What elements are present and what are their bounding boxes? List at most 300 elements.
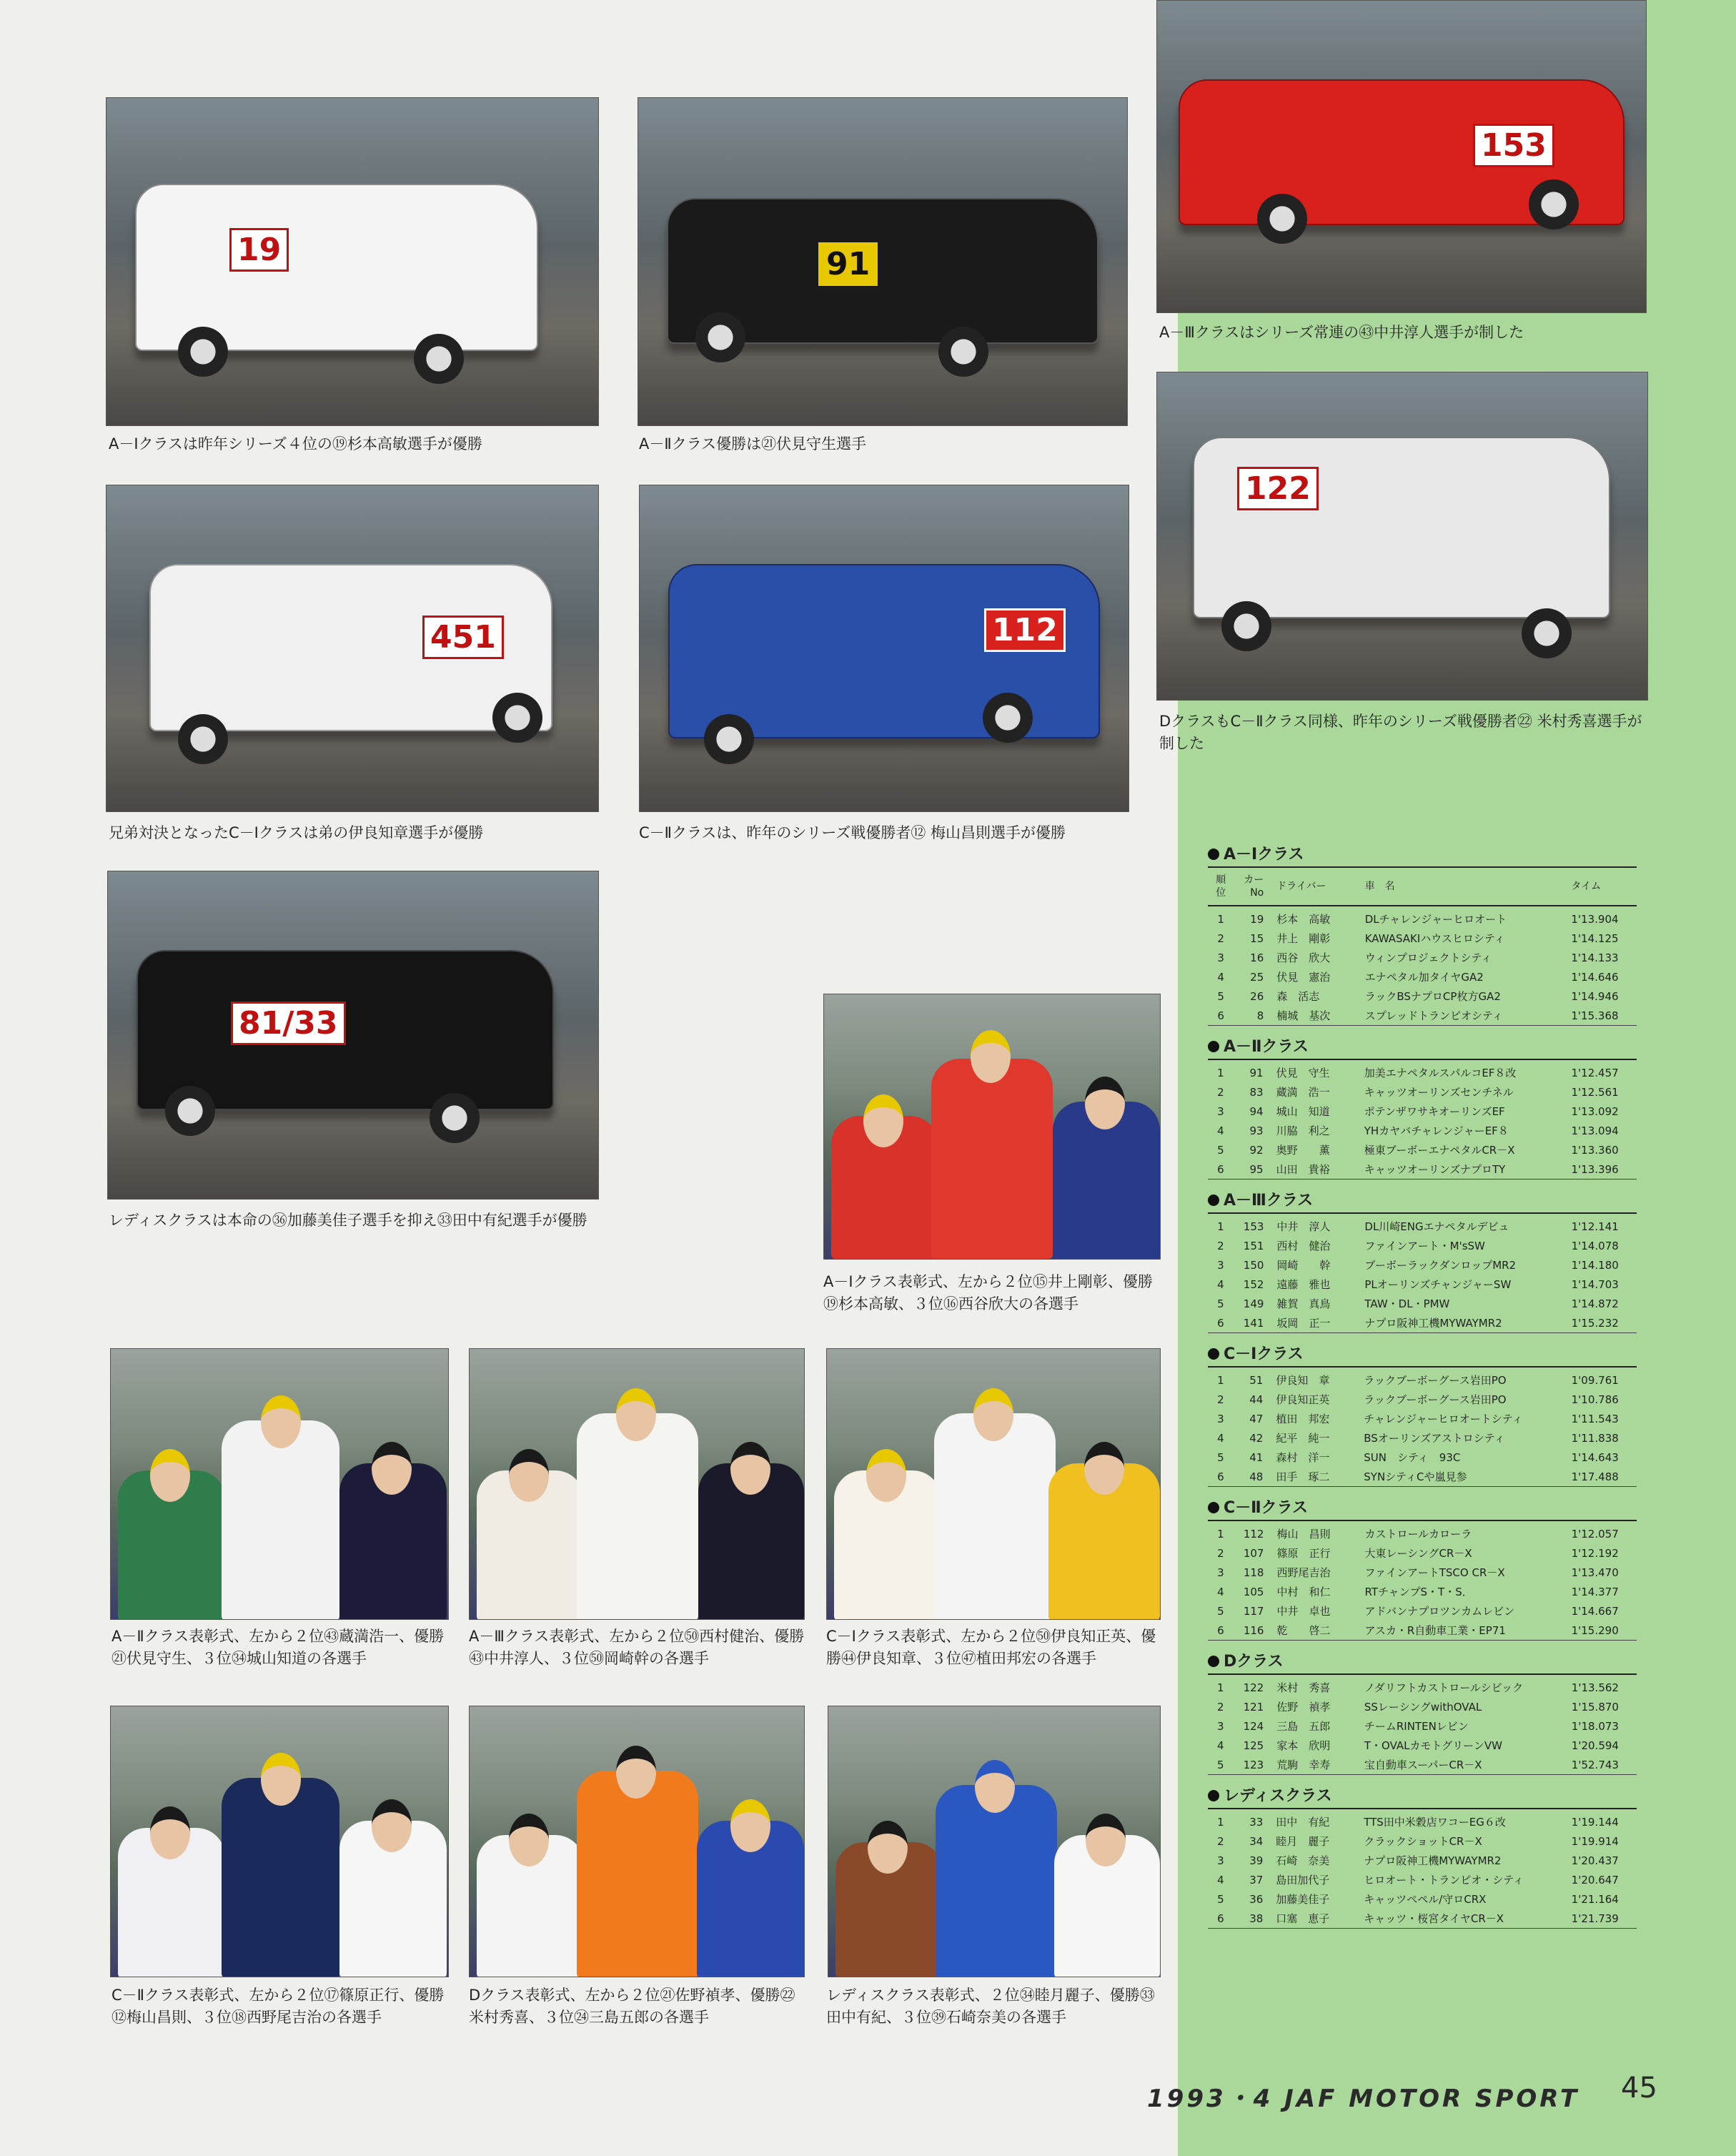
- driver-cell: 口塞 恵子: [1276, 1912, 1330, 1925]
- class-title: A－Ⅱクラス: [1224, 1038, 1309, 1056]
- driver-head: [616, 1388, 656, 1441]
- table-row: [1208, 1409, 1637, 1428]
- photo-a1-car: [106, 97, 599, 426]
- podium-photo-a3: [469, 1348, 805, 1620]
- table-row: [1208, 1428, 1637, 1448]
- driver-cell: 石崎 奈美: [1276, 1854, 1330, 1867]
- car-number-cell: 47: [1249, 1412, 1264, 1425]
- position-cell: 2: [1217, 1546, 1224, 1560]
- lap-time-cell: 1'21.739: [1571, 1912, 1619, 1925]
- car-white: [149, 564, 552, 731]
- lap-time-cell: 1'13.904: [1571, 912, 1619, 926]
- car-name-cell: 大東レーシングCR－X: [1364, 1547, 1472, 1560]
- lap-time-cell: 1'14.078: [1571, 1239, 1619, 1252]
- table-row: [1208, 1159, 1637, 1180]
- lap-time-cell: 1'13.094: [1571, 1124, 1619, 1137]
- header-car: 車 名: [1362, 867, 1569, 906]
- table-row: [1208, 1831, 1637, 1851]
- car-number-cell: 51: [1249, 1373, 1264, 1387]
- table-row: [1208, 1082, 1637, 1102]
- car-name-cell: TAW・DL・PMW: [1364, 1297, 1450, 1310]
- car-number-cell: 19: [1250, 912, 1264, 926]
- lap-time-cell: 1'20.647: [1571, 1873, 1619, 1886]
- wheel-icon: [1221, 601, 1271, 651]
- caption-podium-a2: A－Ⅱクラス表彰式、左から２位㊸蔵満浩一、優勝㉑伏見守生、３位㉞城山知道の各選手: [111, 1628, 445, 1667]
- position-cell: 6: [1217, 1162, 1224, 1176]
- driver-cell: 川脇 利之: [1276, 1124, 1330, 1137]
- car-number-cell: 83: [1249, 1085, 1264, 1099]
- car-number: 81/33: [231, 1002, 346, 1045]
- car-number-cell: 33: [1249, 1815, 1264, 1829]
- caption-ladies: レディスクラスは本命の㊱加藤美佳子選手を抑え㉝田中有紀選手が優勝: [109, 1212, 587, 1229]
- results-table: [1208, 1673, 1637, 1775]
- car-name-cell: 宝自動車スーパーCR－X: [1364, 1759, 1482, 1771]
- driver-head: [150, 1449, 190, 1502]
- caption-podium-a3: A－Ⅲクラス表彰式、左から２位㊿西村健治、優勝㊸中井淳人、３位㊿岡崎幹の各選手: [469, 1628, 805, 1667]
- class-heading: [1208, 1036, 1637, 1059]
- table-row: [1208, 1236, 1637, 1255]
- position-cell: 5: [1217, 1758, 1224, 1771]
- car-name-cell: キャッツオーリンズナプロTY: [1364, 1163, 1506, 1176]
- lap-time-cell: 1'14.125: [1571, 931, 1619, 945]
- car-name-cell: YHカヤバチャレンジャーEF８: [1364, 1124, 1509, 1137]
- driver-cell: 伊良知正英: [1276, 1393, 1330, 1406]
- lap-time-cell: 1'21.164: [1571, 1892, 1619, 1906]
- table-row: [1208, 1809, 1637, 1831]
- class-title: レディスクラス: [1224, 1787, 1332, 1805]
- photo-a2-car: [638, 97, 1128, 426]
- bullet-icon: [1208, 1790, 1219, 1801]
- car-name-cell: BSオーリンズアストロシティ: [1364, 1432, 1505, 1445]
- driver-cell: 梅山 昌則: [1276, 1528, 1331, 1541]
- position-cell: 2: [1217, 1834, 1224, 1848]
- lap-time-cell: 1'14.703: [1571, 1277, 1619, 1291]
- driver-cell: 遠藤 雅也: [1276, 1278, 1331, 1291]
- lap-time-cell: 1'52.743: [1571, 1758, 1619, 1771]
- car-blue: [668, 564, 1100, 738]
- driver-head: [973, 1388, 1013, 1441]
- table-row: [1208, 1520, 1637, 1543]
- position-cell: 5: [1217, 1450, 1224, 1464]
- lap-time-cell: 1'10.786: [1571, 1393, 1619, 1406]
- car-name-cell: キャッツオーリンズセンチネル: [1364, 1086, 1514, 1099]
- car-name-cell: カストロールカローラ: [1364, 1528, 1472, 1541]
- wheel-icon: [1257, 194, 1307, 244]
- car-number-cell: 42: [1249, 1431, 1264, 1445]
- car-name-cell: RTチャンプS・T・S．: [1364, 1586, 1473, 1598]
- results-table-block: [1208, 1190, 1637, 1333]
- podium-photo-a1: [823, 994, 1161, 1260]
- position-cell: 2: [1217, 1085, 1224, 1099]
- car-name-cell: TTS田中米穀店ワコーEG６改: [1364, 1816, 1506, 1829]
- photo-a3-car: [1156, 0, 1647, 313]
- car-number-cell: 16: [1250, 951, 1264, 964]
- driver-figure: [577, 1413, 698, 1620]
- car-name-cell: ファインアートTSCO CR－X: [1364, 1566, 1505, 1579]
- car-name-cell: PLオーリンズチャンジャーSW: [1364, 1278, 1512, 1291]
- car-number: 122: [1237, 467, 1319, 510]
- table-row: [1208, 1140, 1637, 1159]
- results-table-block: [1208, 1651, 1637, 1775]
- position-cell: 1: [1217, 912, 1224, 926]
- lap-time-cell: 1'12.561: [1571, 1085, 1619, 1099]
- position-cell: 5: [1217, 989, 1224, 1003]
- results-table-block: [1208, 1036, 1637, 1180]
- results-table: [1208, 1059, 1637, 1180]
- class-title: C－Ⅱクラス: [1224, 1499, 1308, 1517]
- driver-head: [730, 1799, 770, 1852]
- caption-podium-c1: C－Ⅰクラス表彰式、左から２位㊿伊良知正英、優勝㊹伊良知章、３位㊼植田邦宏の各選手: [826, 1628, 1156, 1667]
- podium-photo-c1: [826, 1348, 1161, 1620]
- table-row: [1208, 1390, 1637, 1409]
- lap-time-cell: 1'09.761: [1571, 1373, 1619, 1387]
- position-cell: 2: [1217, 1393, 1224, 1406]
- driver-cell: 西村 健治: [1276, 1240, 1331, 1252]
- car-number-cell: 118: [1243, 1566, 1264, 1579]
- car-number-cell: 92: [1249, 1143, 1264, 1157]
- driver-cell: 城山 知道: [1276, 1105, 1330, 1118]
- lap-time-cell: 1'12.141: [1571, 1220, 1619, 1233]
- car-number-cell: 41: [1249, 1450, 1264, 1464]
- car-name-cell: ファインアート・M'sSW: [1364, 1240, 1485, 1252]
- wheel-icon: [414, 334, 464, 384]
- lap-time-cell: 1'20.437: [1571, 1854, 1619, 1867]
- position-cell: 3: [1217, 1719, 1224, 1733]
- podium-photo-ladies: [828, 1706, 1161, 1977]
- table-row: [1208, 1102, 1637, 1121]
- position-cell: 4: [1217, 1739, 1224, 1752]
- driver-head: [372, 1442, 412, 1495]
- car-black: [137, 950, 554, 1110]
- table-row: [1208, 1851, 1637, 1870]
- table-row: [1208, 1059, 1637, 1082]
- table-row: [1208, 1467, 1637, 1487]
- driver-cell: 乾 啓二: [1276, 1624, 1331, 1637]
- driver-head: [616, 1746, 656, 1799]
- driver-head: [372, 1799, 412, 1852]
- position-cell: 3: [1217, 1566, 1224, 1579]
- driver-cell: 伏見 憲治: [1276, 971, 1331, 984]
- lap-time-cell: 1'18.073: [1571, 1719, 1619, 1733]
- lap-time-cell: 1'14.946: [1571, 989, 1619, 1003]
- car-name-cell: T・OVALカモトグリーンVW: [1364, 1739, 1502, 1752]
- driver-cell: 岡崎 幹: [1276, 1259, 1331, 1272]
- bullet-icon: [1208, 1656, 1219, 1667]
- car-name-cell: DL川崎ENGエナペタルデビュ: [1364, 1220, 1509, 1233]
- lap-time-cell: 1'14.377: [1571, 1585, 1619, 1598]
- bullet-icon: [1208, 1502, 1219, 1513]
- lap-time-cell: 1'14.646: [1571, 970, 1619, 984]
- car-number-cell: 121: [1243, 1700, 1264, 1714]
- wheel-icon: [1529, 179, 1579, 229]
- position-cell: 2: [1217, 931, 1224, 945]
- car-number-cell: 112: [1243, 1527, 1264, 1541]
- car-number-cell: 44: [1249, 1393, 1264, 1406]
- photo-c2-car: [639, 485, 1129, 812]
- driver-head: [1086, 1814, 1126, 1866]
- position-cell: 4: [1217, 1277, 1224, 1291]
- bullet-icon: [1208, 1195, 1219, 1206]
- class-heading: [1208, 1785, 1637, 1808]
- car-number: 91: [818, 242, 878, 286]
- car-name-cell: SSレーシングwithOVAL: [1364, 1701, 1482, 1714]
- car-name-cell: ブーボーラックダンロップMR2: [1364, 1259, 1517, 1272]
- position-cell: 3: [1217, 951, 1224, 964]
- results-table-block: [1208, 1785, 1637, 1929]
- lap-time-cell: 1'13.470: [1571, 1566, 1619, 1579]
- car-name-cell: スプレッドトランピオシティ: [1364, 1009, 1503, 1022]
- driver-head: [975, 1760, 1015, 1813]
- driver-head: [261, 1753, 301, 1806]
- car-number-cell: 39: [1249, 1854, 1264, 1867]
- wheel-icon: [938, 327, 988, 377]
- driver-cell: 山田 貴裕: [1276, 1163, 1330, 1176]
- car-number: 112: [984, 608, 1066, 652]
- position-cell: 5: [1217, 1143, 1224, 1157]
- car-number-cell: 107: [1243, 1546, 1264, 1560]
- class-heading: [1208, 1343, 1637, 1366]
- lap-time-cell: 1'15.290: [1571, 1623, 1619, 1637]
- driver-cell: 西野尾吉治: [1276, 1566, 1331, 1579]
- results-table-block: [1208, 1497, 1637, 1641]
- car-number-cell: 93: [1249, 1124, 1264, 1137]
- position-cell: 6: [1217, 1316, 1224, 1330]
- driver-figure: [936, 1785, 1057, 1977]
- position-cell: 1: [1217, 1681, 1224, 1694]
- table-row: [1208, 1543, 1637, 1563]
- position-cell: 3: [1217, 1412, 1224, 1425]
- car-number-cell: 37: [1249, 1873, 1264, 1886]
- caption-a3: A－Ⅲクラスはシリーズ常連の㊸中井淳人選手が制した: [1159, 324, 1524, 341]
- car-name-cell: ラックブーボーグース岩田PO: [1364, 1393, 1507, 1406]
- driver-cell: 森 活志: [1276, 990, 1320, 1003]
- position-cell: 5: [1217, 1604, 1224, 1618]
- car-number: 19: [229, 228, 289, 272]
- table-row: [1208, 1909, 1637, 1929]
- caption-c2: C－Ⅱクラスは、昨年のシリーズ戦優勝者⑫ 梅山昌則選手が優勝: [639, 824, 1066, 841]
- position-cell: 1: [1217, 1373, 1224, 1387]
- car-name-cell: ナプロ阪神工機MYWAYMR2: [1364, 1317, 1502, 1330]
- car-number-cell: 94: [1249, 1104, 1264, 1118]
- car-number: 153: [1473, 124, 1554, 167]
- driver-cell: 雑賀 真鳥: [1276, 1297, 1331, 1310]
- class-title: C－Ⅰクラス: [1224, 1345, 1304, 1363]
- table-row: [1208, 1367, 1637, 1390]
- driver-cell: 米村 秀喜: [1276, 1681, 1331, 1694]
- results-section: [1208, 844, 1637, 1939]
- wheel-icon: [178, 714, 228, 764]
- lap-time-cell: 1'14.643: [1571, 1450, 1619, 1464]
- driver-cell: 島田加代子: [1276, 1874, 1330, 1886]
- results-table-block: [1208, 1343, 1637, 1487]
- photo-ladies-car: [107, 871, 599, 1200]
- driver-head: [150, 1806, 190, 1859]
- car-name-cell: ポテンザワサキオーリンズEF: [1364, 1105, 1505, 1118]
- position-cell: 4: [1217, 970, 1224, 984]
- lap-time-cell: 1'19.144: [1571, 1815, 1619, 1829]
- driver-cell: 森村 洋一: [1276, 1451, 1330, 1464]
- car-number-cell: 152: [1243, 1277, 1264, 1291]
- wheel-icon: [983, 693, 1033, 743]
- driver-cell: 杉本 高敏: [1276, 913, 1331, 926]
- table-row: [1208, 986, 1637, 1006]
- photo-c1-car: [106, 485, 599, 812]
- magazine-footer: 1993・4 JAF MOTOR SPORT: [1147, 2085, 1580, 2113]
- class-heading: [1208, 1651, 1637, 1673]
- class-title: A－Ⅰクラス: [1224, 846, 1304, 864]
- car-number-cell: 123: [1243, 1758, 1264, 1771]
- wheel-icon: [1522, 608, 1572, 658]
- results-table-block: [1208, 844, 1637, 1026]
- header-time: タイム: [1568, 867, 1637, 906]
- car-number-cell: 141: [1243, 1316, 1264, 1330]
- car-number-cell: 36: [1249, 1892, 1264, 1906]
- caption-a2: A－Ⅱクラス優勝は㉑伏見守生選手: [639, 435, 867, 453]
- car-name-cell: クラックショットCR－X: [1364, 1835, 1482, 1848]
- driver-figure: [222, 1420, 339, 1620]
- car-number-cell: 150: [1243, 1258, 1264, 1272]
- lap-time-cell: 1'14.667: [1571, 1604, 1619, 1618]
- header-pos: 順 位: [1208, 867, 1234, 906]
- driver-head: [509, 1449, 549, 1502]
- table-row: [1208, 1213, 1637, 1236]
- position-cell: 1: [1217, 1815, 1224, 1829]
- table-row: [1208, 1448, 1637, 1467]
- car-number-cell: 151: [1243, 1239, 1264, 1252]
- car-white: [1193, 437, 1610, 618]
- lap-time-cell: 1'19.914: [1571, 1834, 1619, 1848]
- table-row: [1208, 1582, 1637, 1601]
- position-cell: 4: [1217, 1585, 1224, 1598]
- driver-cell: 楠城 基次: [1276, 1009, 1331, 1022]
- wheel-icon: [165, 1086, 215, 1136]
- driver-cell: 田中 有紀: [1276, 1816, 1330, 1829]
- wheel-icon: [695, 312, 745, 362]
- driver-figure: [931, 1059, 1053, 1259]
- podium-photo-d: [469, 1706, 805, 1977]
- driver-cell: 坂岡 正一: [1276, 1317, 1331, 1330]
- car-name-cell: SYNシティCや嵐見参: [1364, 1470, 1467, 1483]
- car-name-cell: ラックBSナプロCP枚方GA2: [1364, 990, 1501, 1003]
- lap-time-cell: 1'12.057: [1571, 1527, 1619, 1541]
- car-name-cell: 加美エナペタルスパルコEF８改: [1364, 1067, 1517, 1079]
- driver-cell: 蔵満 浩一: [1276, 1086, 1330, 1099]
- car-name-cell: ウィンプロジェクトシティ: [1364, 951, 1492, 964]
- position-cell: 2: [1217, 1239, 1224, 1252]
- driver-cell: 田手 琢二: [1276, 1470, 1330, 1483]
- class-heading: [1208, 844, 1637, 866]
- driver-head: [261, 1395, 301, 1448]
- car-name-cell: キャッツ・桜宮タイヤCR－X: [1364, 1912, 1504, 1925]
- lap-time-cell: 1'17.488: [1571, 1470, 1619, 1483]
- lap-time-cell: 1'15.232: [1571, 1316, 1619, 1330]
- lap-time-cell: 1'13.562: [1571, 1681, 1619, 1694]
- driver-cell: 井上 剛彰: [1276, 932, 1331, 945]
- position-cell: 4: [1217, 1431, 1224, 1445]
- table-row: [1208, 1121, 1637, 1140]
- driver-cell: 奥野 薫: [1276, 1144, 1330, 1157]
- results-table: [1208, 1212, 1637, 1333]
- driver-head: [730, 1442, 770, 1495]
- car-number-cell: 48: [1249, 1470, 1264, 1483]
- driver-cell: 西谷 欣大: [1276, 951, 1331, 964]
- table-row: [1208, 1889, 1637, 1909]
- driver-head: [866, 1449, 906, 1502]
- caption-d: DクラスもC－Ⅱクラス同様、昨年のシリーズ戦優勝者㉒ 米村秀喜選手が制した: [1159, 713, 1642, 752]
- car-name-cell: アスカ・R自動車工業・EP71: [1364, 1624, 1506, 1637]
- driver-head: [1085, 1077, 1125, 1129]
- table-row: [1208, 929, 1637, 948]
- car-name-cell: SUN シティ 93C: [1364, 1451, 1461, 1464]
- position-cell: 5: [1217, 1297, 1224, 1310]
- table-row: [1208, 906, 1637, 929]
- results-table: [1208, 1366, 1637, 1487]
- table-row: [1208, 1697, 1637, 1716]
- car-number: 451: [422, 615, 504, 659]
- lap-time-cell: 1'15.870: [1571, 1700, 1619, 1714]
- header-no: カー No: [1234, 867, 1274, 906]
- car-number-cell: 149: [1243, 1297, 1264, 1310]
- driver-cell: 家本 欣明: [1276, 1739, 1331, 1752]
- driver-cell: 佐野 禎孝: [1276, 1701, 1331, 1714]
- position-cell: 3: [1217, 1854, 1224, 1867]
- caption-podium-d: Dクラス表彰式、左から２位㉑佐野禎孝、優勝㉒米村秀喜、３位㉔三島五郎の各選手: [469, 1987, 795, 2026]
- car-name-cell: ナプロ阪神工機MYWAYMR2: [1364, 1854, 1502, 1867]
- table-row: [1208, 1006, 1637, 1026]
- table-row: [1208, 1674, 1637, 1697]
- driver-cell: 三島 五郎: [1276, 1720, 1331, 1733]
- driver-head: [509, 1814, 549, 1866]
- position-cell: 2: [1217, 1700, 1224, 1714]
- results-table: [1208, 1808, 1637, 1929]
- position-cell: 6: [1217, 1912, 1224, 1925]
- header-driver: ドライバー: [1274, 867, 1361, 906]
- car-name-cell: チームRINTENレビン: [1364, 1720, 1469, 1733]
- car-name-cell: DLチャレンジャーヒロオート: [1364, 913, 1507, 926]
- position-cell: 1: [1217, 1527, 1224, 1541]
- lap-time-cell: 1'14.180: [1571, 1258, 1619, 1272]
- lap-time-cell: 1'20.594: [1571, 1739, 1619, 1752]
- car-number-cell: 117: [1243, 1604, 1264, 1618]
- page-number: 45: [1621, 2072, 1657, 2105]
- car-white: [135, 184, 538, 351]
- caption-podium-ladies: レディスクラス表彰式、２位㉞睦月麗子、優勝㉝田中有紀、３位㊴石崎奈美の各選手: [826, 1987, 1155, 2026]
- table-row: [1208, 1716, 1637, 1736]
- podium-photo-c2: [110, 1706, 449, 1977]
- car-number-cell: 125: [1243, 1739, 1264, 1752]
- driver-cell: 伏見 守生: [1276, 1067, 1330, 1079]
- table-row: [1208, 1621, 1637, 1641]
- driver-head: [868, 1821, 908, 1874]
- car-number-cell: 26: [1250, 989, 1264, 1003]
- lap-time-cell: 1'14.133: [1571, 951, 1619, 964]
- caption-a1: A－Ⅰクラスは昨年シリーズ４位の⑲杉本高敏選手が優勝: [109, 435, 482, 453]
- driver-cell: 伊良知 章: [1276, 1374, 1330, 1387]
- driver-cell: 加藤美佳子: [1276, 1893, 1330, 1906]
- table-row: [1208, 1313, 1637, 1333]
- lap-time-cell: 1'13.360: [1571, 1143, 1619, 1157]
- caption-podium-c2: C－Ⅱクラス表彰式、左から２位⑰篠原正行、優勝⑫梅山昌則、３位⑱西野尾吉治の各選手: [111, 1987, 445, 2026]
- car-name-cell: ラックブーボーグース岩田PO: [1364, 1374, 1507, 1387]
- position-cell: 3: [1217, 1258, 1224, 1272]
- lap-time-cell: 1'14.872: [1571, 1297, 1619, 1310]
- driver-cell: 荒駒 幸寿: [1276, 1759, 1331, 1771]
- podium-photo-a2: [110, 1348, 449, 1620]
- bullet-icon: [1208, 1041, 1219, 1052]
- car-name-cell: アドバンナプロツンカムレビン: [1364, 1605, 1515, 1618]
- table-header-row: [1208, 867, 1637, 906]
- lap-time-cell: 1'12.457: [1571, 1066, 1619, 1079]
